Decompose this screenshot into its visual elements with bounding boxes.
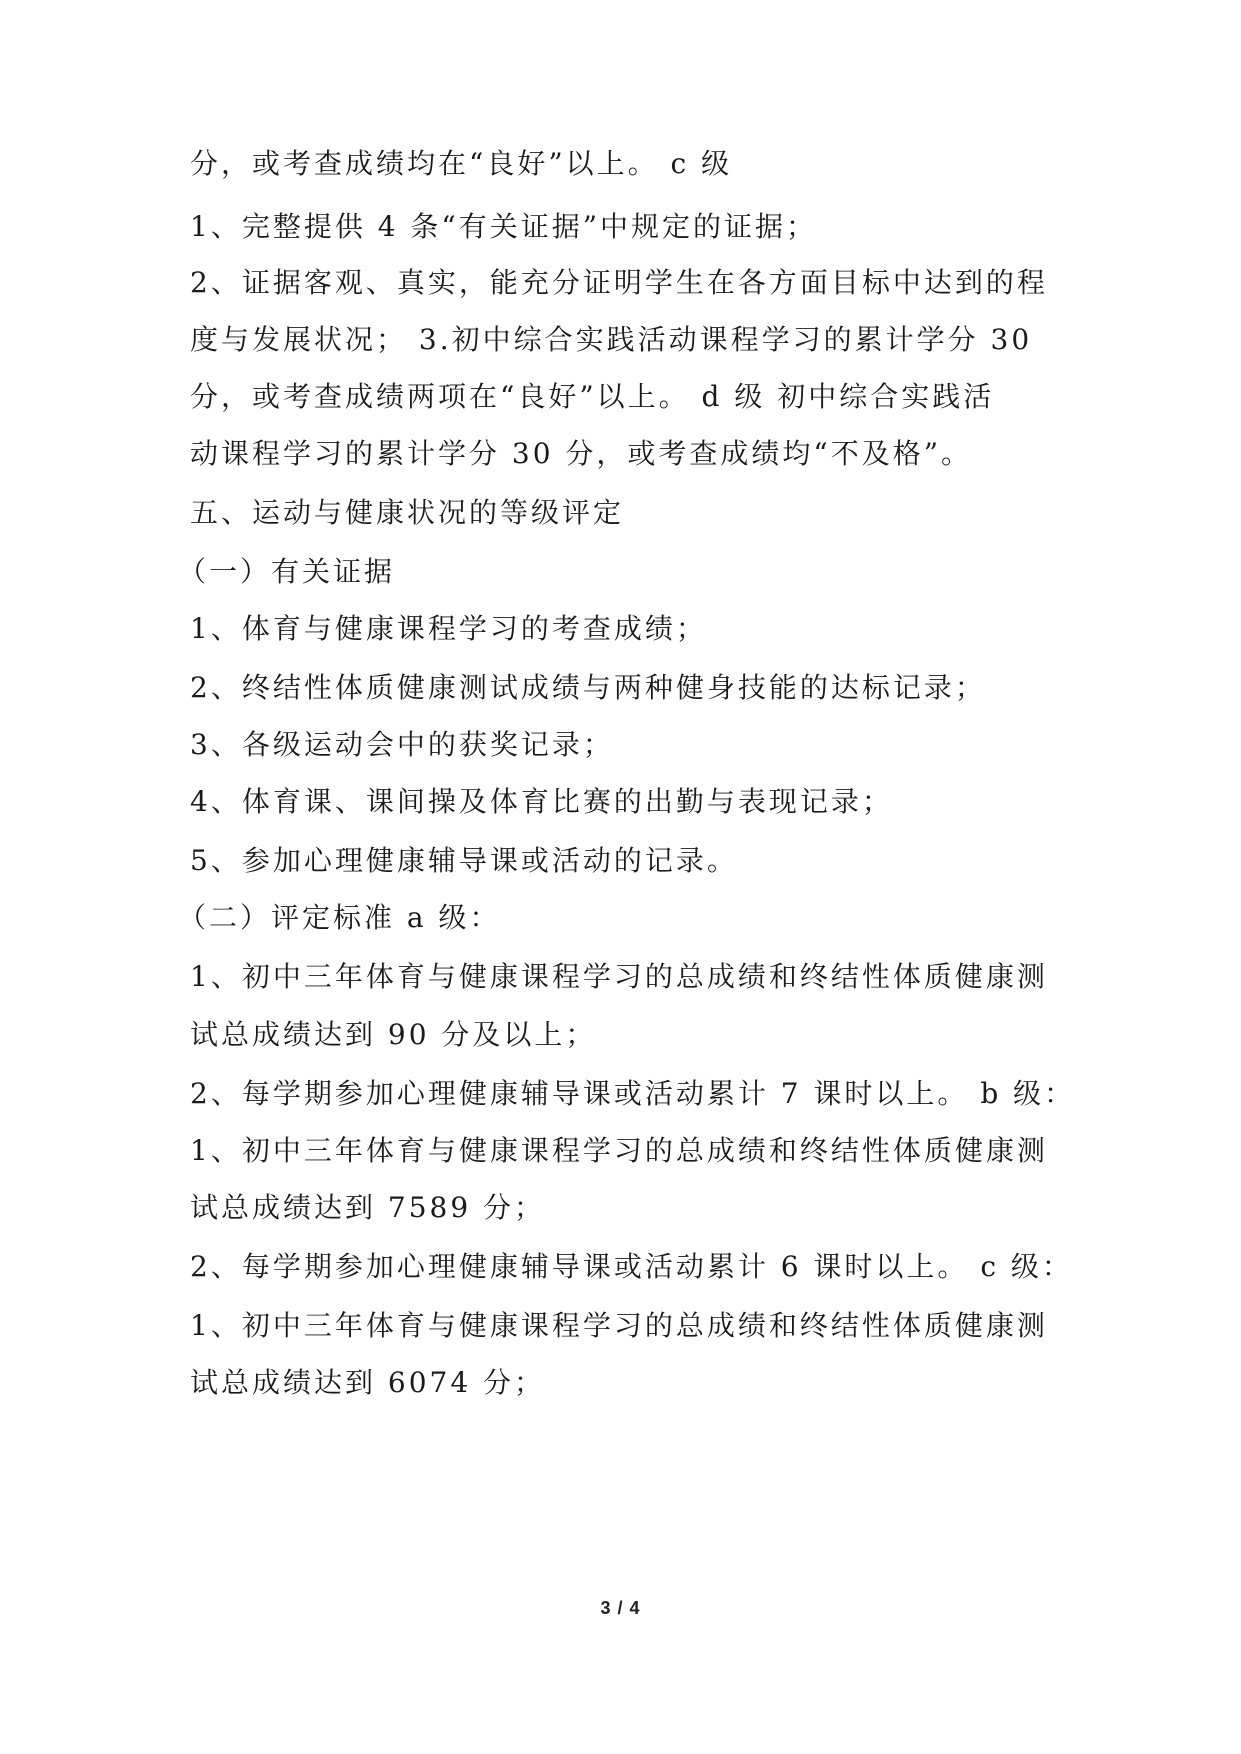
subsection-heading-evidence: （一）有关证据 <box>178 555 396 588</box>
page-number: 3 / 4 <box>600 1598 641 1618</box>
subsection-heading-criteria: （二）评定标准 a 级： <box>178 901 501 934</box>
text-line-3: 2、证据客观、真实，能充分证明学生在各方面目标中达到的程 <box>190 266 1048 299</box>
text-line-22: 试总成绩达到 6074 分； <box>190 1366 546 1399</box>
text-line-4: 度与发展状况； 3.初中综合实践活动课程学习的累计学分 30 <box>190 323 1033 356</box>
text-line-9: 1、体育与健康课程学习的考查成绩； <box>190 612 707 645</box>
text-line-10: 2、终结性体质健康测试成绩与两种健身技能的达标记录； <box>190 671 986 704</box>
text-line-11: 3、各级运动会中的获奖记录； <box>190 728 614 761</box>
text-line-12: 4、体育课、课间操及体育比赛的出勤与表现记录； <box>190 785 893 818</box>
text-line-15: 1、初中三年体育与健康课程学习的总成绩和终结性体质健康测 <box>190 960 1048 993</box>
text-line-16: 试总成绩达到 90 分及以上； <box>190 1018 597 1051</box>
text-line-18: 1、初中三年体育与健康课程学习的总成绩和终结性体质健康测 <box>190 1134 1048 1167</box>
text-line-6: 动课程学习的累计学分 30 分，或考查成绩均“不及格”。 <box>190 437 973 470</box>
text-line-5: 分，或考查成绩两项在“良好”以上。 d 级 初中综合实践活 <box>190 380 995 413</box>
text-line-13: 5、参加心理健康辅导课或活动的记录。 <box>190 844 738 877</box>
text-line-17: 2、每学期参加心理健康辅导课或活动累计 7 课时以上。 b 级： <box>190 1077 1076 1110</box>
section-heading-5: 五、运动与健康状况的等级评定 <box>190 496 625 529</box>
text-line-1: 分，或考查成绩均在“良好”以上。 c 级 <box>190 147 733 180</box>
text-line-19: 试总成绩达到 7589 分； <box>190 1191 546 1224</box>
text-line-21: 1、初中三年体育与健康课程学习的总成绩和终结性体质健康测 <box>190 1309 1048 1342</box>
text-line-20: 2、每学期参加心理健康辅导课或活动累计 6 课时以上。 c 级： <box>190 1250 1073 1283</box>
text-line-2: 1、完整提供 4 条“有关证据”中规定的证据； <box>190 210 818 243</box>
